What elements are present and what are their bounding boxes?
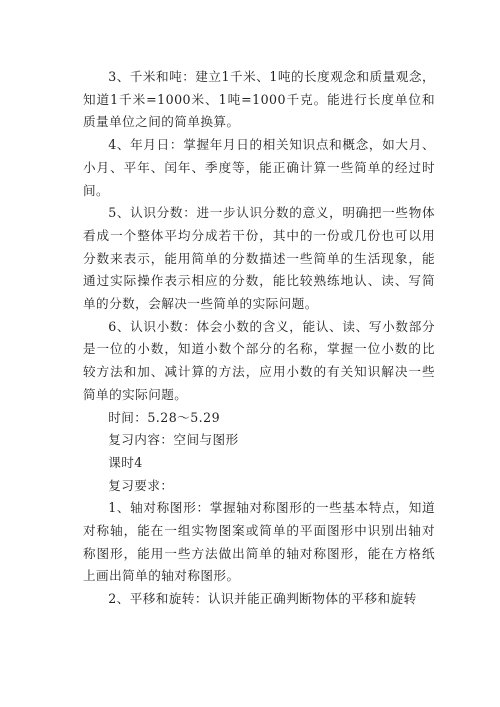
paragraph-year-month-day: 4、年月日：掌握年月日的相关知识点和概念，如大月、小月、平年、闰年、季度等，能正确计算一些简单的经过时间。 [83,137,435,198]
review-requirements-heading: 复习要求： [108,477,174,493]
paragraph-translation-rotation: 2、平移和旋转：认识并能正确判断物体的平移和旋转 [108,591,417,607]
paragraph-decimals: 6、认识小数：体会小数的含义，能认、读、写小数部分是一位的小数，知道小数个部分的名称，掌握一位小数的比较方法和加、减计算的方法，应用小数的有关知识解决一些简单的实际问题。 [83,318,435,402]
paragraph-axial-symmetry: 1、轴对称图形：掌握轴对称图形的一些基本特点，知道对称轴，能在一组实物图案或简单的平面图形中识别出轴对称图形，能用一些方法做出简单的轴对称图形，能在方格纸上画出简单的轴对称图形。 [83,500,435,584]
paragraph-fractions: 5、认识分数：进一步认识分数的意义，明确把一些物体看成一个整体平均分成若干份，其中的一份或几份也可以用分数来表示，能用简单的分数描述一些简单的生活现象，能通过实际操作表示相应的分数，能比较熟练地认、读、写简单的分数，会解决一些简单的实际问题。 [83,205,435,312]
lesson-number: 课时4 [108,454,143,470]
review-content: 复习内容：空间与图形 [108,432,239,448]
schedule-time: 时间：5.28～5.29 [108,409,221,425]
paragraph-km-ton: 3、千米和吨：建立1千米、1吨的长度观念和质量观念，知道1千米=1000米、1吨=1000千克。能进行长度单位和质量单位之间的简单换算。 [83,69,435,130]
document-body [83,66,435,611]
